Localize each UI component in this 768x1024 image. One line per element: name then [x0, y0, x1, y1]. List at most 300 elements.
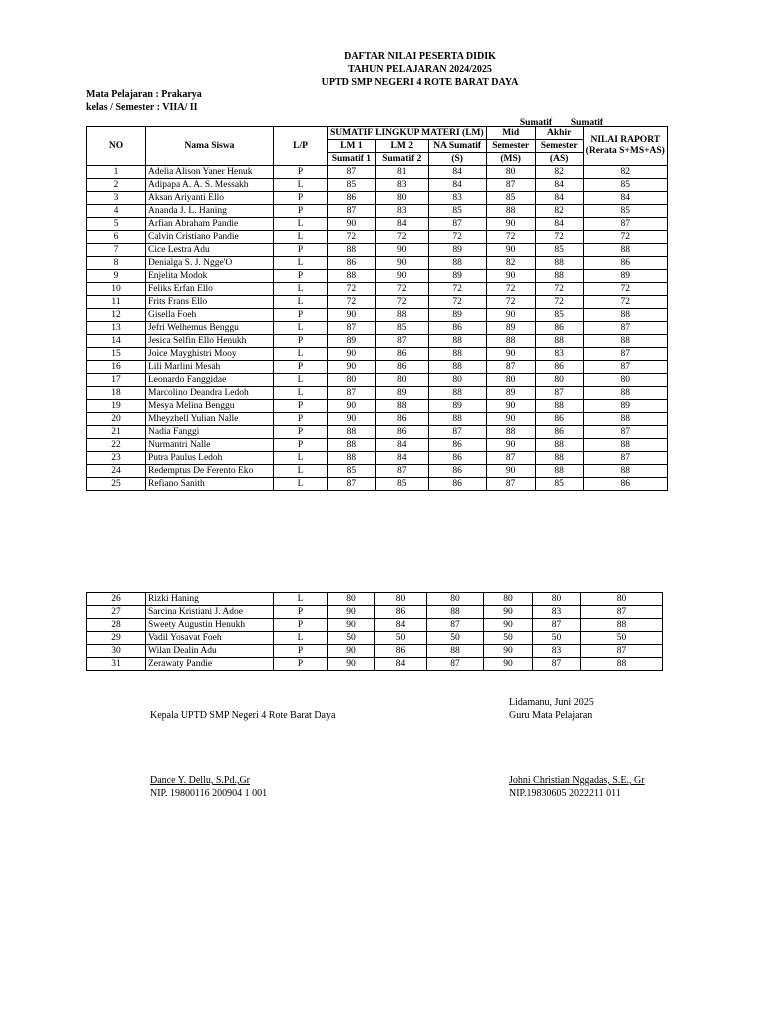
table-body-page2 — [87, 593, 663, 671]
cell-na: 84 — [428, 166, 486, 179]
cell-nr: 87 — [583, 218, 667, 231]
cell-lp: P — [274, 205, 328, 218]
table-row — [87, 192, 668, 205]
cell-no: 5 — [87, 218, 146, 231]
cell-lm1: 90 — [328, 658, 375, 671]
table-row — [87, 632, 663, 645]
cell-lm1: 72 — [328, 296, 376, 309]
cell-no: 31 — [87, 658, 146, 671]
table-row — [87, 619, 663, 632]
col-ms-mid: Mid — [486, 127, 535, 140]
cell-lm1: 90 — [328, 400, 376, 413]
cell-lm2: 85 — [375, 322, 428, 335]
doc-title-line1: DAFTAR NILAI PESERTA DIDIK — [344, 51, 496, 62]
cell-lp: L — [274, 593, 328, 606]
cell-no: 28 — [87, 619, 146, 632]
cell-lm1: 88 — [328, 426, 376, 439]
cell-lm1: 90 — [328, 413, 376, 426]
cell-lm1: 90 — [328, 361, 376, 374]
cell-lm2: 80 — [375, 192, 428, 205]
cell-na: 89 — [428, 270, 486, 283]
cell-ms: 89 — [486, 322, 535, 335]
cell-no: 20 — [87, 413, 146, 426]
cell-name: Sweety Augustin Henukh — [146, 619, 274, 632]
cell-lm2: 84 — [375, 439, 428, 452]
cell-lm1: 88 — [328, 244, 376, 257]
cell-ms: 87 — [486, 179, 535, 192]
cell-as: 84 — [535, 218, 583, 231]
cell-lp: L — [274, 465, 328, 478]
cell-nr: 85 — [583, 205, 667, 218]
cell-lm1: 85 — [328, 179, 376, 192]
cell-no: 1 — [87, 166, 146, 179]
cell-as: 72 — [535, 283, 583, 296]
cell-nr: 87 — [581, 645, 663, 658]
cell-lp: P — [274, 619, 328, 632]
cell-nr: 87 — [583, 452, 667, 465]
cell-name: Jefri Welhemus Benggu — [146, 322, 274, 335]
cell-nr: 84 — [583, 192, 667, 205]
table-row — [87, 465, 668, 478]
cell-ms: 90 — [486, 400, 535, 413]
cell-lp: L — [274, 478, 328, 491]
cell-lp: L — [274, 632, 328, 645]
cell-na: 88 — [428, 348, 486, 361]
cell-as: 86 — [535, 413, 583, 426]
cell-as: 86 — [535, 322, 583, 335]
table-row — [87, 270, 668, 283]
cell-lm2: 86 — [375, 361, 428, 374]
cell-na: 80 — [427, 593, 484, 606]
cell-nr: 86 — [583, 478, 667, 491]
cell-name: Denialga S. J. Ngge'O — [146, 257, 274, 270]
cell-no: 17 — [87, 374, 146, 387]
cell-nr: 72 — [583, 231, 667, 244]
cell-nr: 88 — [583, 413, 667, 426]
col-ms-sem: Semester — [486, 140, 535, 153]
cell-no: 15 — [87, 348, 146, 361]
teacher-nip: NIP.19830605 2022211 011 — [509, 788, 621, 799]
cell-lp: L — [274, 296, 328, 309]
cell-as: 84 — [535, 192, 583, 205]
cell-lp: L — [274, 322, 328, 335]
table-row — [87, 231, 668, 244]
col-lm1: LM 1 — [328, 140, 376, 153]
cell-lm1: 86 — [328, 192, 376, 205]
table-row — [87, 400, 668, 413]
table-row — [87, 257, 668, 270]
cell-ms: 90 — [484, 645, 533, 658]
cell-na: 86 — [428, 478, 486, 491]
cell-as: 88 — [535, 400, 583, 413]
cell-name: Rizki Haning — [146, 593, 274, 606]
cell-name: Adelia Alison Yaner Henuk — [146, 166, 274, 179]
table-row — [87, 374, 668, 387]
col-nr-line2: (Rerata S+MS+AS) — [585, 146, 665, 156]
cell-na: 87 — [427, 658, 484, 671]
cell-na: 80 — [428, 374, 486, 387]
cell-no: 26 — [87, 593, 146, 606]
cell-lm2: 83 — [375, 179, 428, 192]
cell-lp: L — [274, 218, 328, 231]
cell-lm2: 86 — [375, 645, 427, 658]
cell-no: 29 — [87, 632, 146, 645]
table-row — [87, 244, 668, 257]
cell-lp: P — [274, 244, 328, 257]
table-row — [87, 606, 663, 619]
cell-na: 85 — [428, 205, 486, 218]
cell-no: 12 — [87, 309, 146, 322]
cell-as: 88 — [535, 439, 583, 452]
cell-na: 88 — [427, 606, 484, 619]
cell-ms: 80 — [486, 374, 535, 387]
cell-name: Cice Lestra Adu — [146, 244, 274, 257]
cell-lm1: 87 — [328, 387, 376, 400]
cell-lp: P — [274, 658, 328, 671]
cell-ms: 87 — [486, 478, 535, 491]
table-row — [87, 335, 668, 348]
cell-as: 88 — [535, 452, 583, 465]
cell-lm1: 90 — [328, 619, 375, 632]
cell-as: 85 — [535, 244, 583, 257]
cell-no: 24 — [87, 465, 146, 478]
cell-na: 89 — [428, 244, 486, 257]
cell-nr: 88 — [583, 439, 667, 452]
table-row — [87, 322, 668, 335]
cell-nr: 89 — [583, 400, 667, 413]
table-row — [87, 439, 668, 452]
cell-name: Nurmantri Nalle — [146, 439, 274, 452]
cell-na: 86 — [428, 465, 486, 478]
cell-lp: P — [274, 270, 328, 283]
cell-nr: 88 — [583, 335, 667, 348]
cell-na: 87 — [428, 426, 486, 439]
cell-name: Lili Marlini Mesah — [146, 361, 274, 374]
cell-name: Redemptus De Ferento Eko — [146, 465, 274, 478]
cell-lm1: 90 — [328, 348, 376, 361]
cell-as: 86 — [535, 426, 583, 439]
cell-lm1: 80 — [328, 593, 375, 606]
grades-table — [86, 126, 668, 491]
cell-nr: 89 — [583, 270, 667, 283]
cell-na: 88 — [428, 387, 486, 400]
cell-lm1: 72 — [328, 283, 376, 296]
cell-ms: 90 — [486, 465, 535, 478]
table-row — [87, 413, 668, 426]
cell-no: 11 — [87, 296, 146, 309]
doc-title-line3: UPTD SMP NEGERI 4 ROTE BARAT DAYA — [321, 77, 519, 88]
cell-name: Adipapa A. A. S. Messakh — [146, 179, 274, 192]
cell-lm2: 87 — [375, 335, 428, 348]
cell-name: Frits Frans Ello — [146, 296, 274, 309]
cell-lm1: 88 — [328, 439, 376, 452]
cell-lp: P — [274, 309, 328, 322]
cell-lm1: 87 — [328, 322, 376, 335]
col-as-mid: Akhir — [535, 127, 583, 140]
cell-lm2: 80 — [375, 593, 427, 606]
cell-lm2: 84 — [375, 658, 427, 671]
cell-no: 30 — [87, 645, 146, 658]
cell-lm1: 87 — [328, 205, 376, 218]
cell-nr: 87 — [583, 361, 667, 374]
cell-lm1: 87 — [328, 478, 376, 491]
cell-lm1: 90 — [328, 606, 375, 619]
cell-ms: 50 — [484, 632, 533, 645]
cell-ms: 90 — [486, 413, 535, 426]
cell-as: 82 — [535, 205, 583, 218]
cell-lm2: 72 — [375, 283, 428, 296]
cell-na: 89 — [428, 309, 486, 322]
table-row — [87, 645, 663, 658]
cell-lm2: 81 — [375, 166, 428, 179]
cell-nr: 50 — [581, 632, 663, 645]
cell-as: 84 — [535, 179, 583, 192]
cell-ms: 82 — [486, 257, 535, 270]
cell-as: 87 — [533, 619, 581, 632]
cell-no: 21 — [87, 426, 146, 439]
col-s: (S) — [428, 153, 486, 166]
cell-as: 88 — [535, 335, 583, 348]
cell-name: Marcolino Deandra Ledoh — [146, 387, 274, 400]
cell-no: 3 — [87, 192, 146, 205]
cell-name: Joice Mayghistri Mooy — [146, 348, 274, 361]
cell-ms: 90 — [484, 606, 533, 619]
cell-ms: 89 — [486, 387, 535, 400]
cell-ms: 90 — [486, 270, 535, 283]
cell-lp: P — [274, 439, 328, 452]
cell-as: 83 — [535, 348, 583, 361]
cell-nr: 72 — [583, 283, 667, 296]
cell-ms: 90 — [486, 244, 535, 257]
table-row — [87, 593, 663, 606]
cell-lm1: 50 — [328, 632, 375, 645]
cell-lm1: 86 — [328, 257, 376, 270]
grades-table-continued — [86, 592, 663, 671]
cell-nr: 88 — [583, 309, 667, 322]
cell-name: Mesya Melina Benggu — [146, 400, 274, 413]
cell-lm2: 83 — [375, 205, 428, 218]
subject-label: Mata Pelajaran : Prakarya — [86, 89, 202, 100]
as-top-label: Sumatif — [570, 118, 604, 128]
head-role: Kepala UPTD SMP Negeri 4 Rote Barat Daya — [150, 710, 336, 721]
cell-lm2: 90 — [375, 270, 428, 283]
table-row — [87, 283, 668, 296]
cell-name: Jesica Selfin Ello Henukh — [146, 335, 274, 348]
cell-lp: P — [274, 645, 328, 658]
cell-lm2: 86 — [375, 348, 428, 361]
col-as-code: (AS) — [535, 153, 583, 166]
cell-ms: 87 — [486, 361, 535, 374]
col-name: Nama Siswa — [146, 127, 274, 166]
table-row — [87, 658, 663, 671]
cell-no: 18 — [87, 387, 146, 400]
cell-lm2: 84 — [375, 218, 428, 231]
cell-ms: 88 — [486, 335, 535, 348]
cell-as: 80 — [535, 374, 583, 387]
cell-lp: L — [274, 348, 328, 361]
cell-na: 88 — [428, 335, 486, 348]
cell-nr: 86 — [583, 257, 667, 270]
col-ms-code: (MS) — [486, 153, 535, 166]
cell-as: 80 — [533, 593, 581, 606]
teacher-name: Johni Christian Nggadas, S.E., Gr — [509, 775, 645, 786]
cell-na: 87 — [427, 619, 484, 632]
cell-nr: 72 — [583, 296, 667, 309]
cell-lp: L — [274, 283, 328, 296]
cell-lm2: 86 — [375, 426, 428, 439]
table-row — [87, 166, 668, 179]
cell-na: 89 — [428, 400, 486, 413]
cell-ms: 80 — [486, 166, 535, 179]
cell-ms: 90 — [486, 218, 535, 231]
cell-lm1: 89 — [328, 335, 376, 348]
doc-title-line2: TAHUN PELAJARAN 2024/2025 — [348, 64, 492, 75]
cell-lm2: 86 — [375, 413, 428, 426]
cell-lm1: 80 — [328, 374, 376, 387]
cell-lm2: 72 — [375, 231, 428, 244]
cell-as: 85 — [535, 309, 583, 322]
table-row — [87, 309, 668, 322]
cell-name: Aksan Ariyanti Ello — [146, 192, 274, 205]
cell-no: 13 — [87, 322, 146, 335]
cell-na: 86 — [428, 452, 486, 465]
cell-ms: 88 — [486, 205, 535, 218]
cell-nr: 82 — [583, 166, 667, 179]
cell-lm2: 90 — [375, 244, 428, 257]
cell-name: Arfian Abraham Pandie — [146, 218, 274, 231]
cell-na: 72 — [428, 296, 486, 309]
cell-no: 4 — [87, 205, 146, 218]
cell-na: 83 — [428, 192, 486, 205]
cell-lp: L — [274, 452, 328, 465]
cell-lm1: 90 — [328, 218, 376, 231]
cell-lp: P — [274, 413, 328, 426]
cell-ms: 90 — [484, 658, 533, 671]
col-lp: L/P — [274, 127, 328, 166]
cell-as: 88 — [535, 270, 583, 283]
cell-lp: P — [274, 400, 328, 413]
col-na: NA Sumatif — [428, 140, 486, 153]
cell-lm2: 85 — [375, 478, 428, 491]
cell-no: 23 — [87, 452, 146, 465]
cell-as: 72 — [535, 231, 583, 244]
cell-nr: 87 — [583, 426, 667, 439]
cell-lm2: 84 — [375, 619, 427, 632]
cell-name: Wilan Dealin Adu — [146, 645, 274, 658]
cell-lp: P — [274, 426, 328, 439]
cell-no: 2 — [87, 179, 146, 192]
class-label: kelas / Semester : VIIA/ II — [86, 102, 198, 113]
cell-lm2: 72 — [375, 296, 428, 309]
cell-no: 22 — [87, 439, 146, 452]
cell-nr: 87 — [581, 606, 663, 619]
table-row — [87, 179, 668, 192]
cell-name: Nadia Fanggi — [146, 426, 274, 439]
cell-as: 88 — [535, 465, 583, 478]
cell-ms: 90 — [486, 348, 535, 361]
col-no: NO — [87, 127, 146, 166]
cell-name: Zerawaty Pandie — [146, 658, 274, 671]
cell-nr: 80 — [583, 374, 667, 387]
cell-name: Enjelita Modok — [146, 270, 274, 283]
cell-lm1: 88 — [328, 452, 376, 465]
cell-na: 88 — [428, 257, 486, 270]
cell-as: 82 — [535, 166, 583, 179]
cell-no: 14 — [87, 335, 146, 348]
cell-nr: 88 — [581, 658, 663, 671]
cell-lm2: 90 — [375, 257, 428, 270]
cell-no: 9 — [87, 270, 146, 283]
cell-lp: P — [274, 361, 328, 374]
cell-lp: L — [274, 231, 328, 244]
cell-as: 86 — [535, 361, 583, 374]
cell-as: 87 — [535, 387, 583, 400]
cell-na: 87 — [428, 218, 486, 231]
cell-name: Refiano Sanith — [146, 478, 274, 491]
cell-nr: 88 — [583, 465, 667, 478]
table-row — [87, 205, 668, 218]
cell-lm2: 89 — [375, 387, 428, 400]
cell-ms: 90 — [486, 439, 535, 452]
cell-name: Gisella Foeh — [146, 309, 274, 322]
cell-as: 72 — [535, 296, 583, 309]
cell-na: 72 — [428, 283, 486, 296]
cell-na: 86 — [428, 322, 486, 335]
cell-no: 8 — [87, 257, 146, 270]
cell-lm1: 87 — [328, 166, 376, 179]
table-row — [87, 478, 668, 491]
cell-na: 50 — [427, 632, 484, 645]
cell-lm2: 88 — [375, 400, 428, 413]
cell-lm1: 72 — [328, 231, 376, 244]
cell-na: 86 — [428, 439, 486, 452]
cell-name: Vadil Yosavat Foeh — [146, 632, 274, 645]
cell-nr: 88 — [581, 619, 663, 632]
cell-name: Sarcina Kristiani J. Adoe — [146, 606, 274, 619]
cell-lp: P — [274, 166, 328, 179]
cell-na: 84 — [428, 179, 486, 192]
table-row — [87, 348, 668, 361]
cell-nr: 88 — [583, 387, 667, 400]
cell-ms: 90 — [484, 619, 533, 632]
ms-top-label: Sumatif — [519, 118, 553, 128]
cell-name: Mheyzhell Yulian Nalle — [146, 413, 274, 426]
teacher-role: Guru Mata Pelajaran — [509, 710, 593, 721]
table-row — [87, 218, 668, 231]
cell-ms: 87 — [486, 452, 535, 465]
cell-lm2: 84 — [375, 452, 428, 465]
cell-no: 10 — [87, 283, 146, 296]
head-name: Dance Y. Dellu, S.Pd.,Gr — [150, 775, 250, 786]
col-s1: Sumatif 1 — [328, 153, 376, 166]
cell-no: 27 — [87, 606, 146, 619]
cell-ms: 72 — [486, 296, 535, 309]
cell-na: 72 — [428, 231, 486, 244]
cell-lm1: 90 — [328, 309, 376, 322]
cell-ms: 72 — [486, 231, 535, 244]
cell-no: 7 — [87, 244, 146, 257]
cell-na: 88 — [427, 645, 484, 658]
cell-no: 25 — [87, 478, 146, 491]
cell-no: 6 — [87, 231, 146, 244]
cell-nr: 87 — [583, 322, 667, 335]
cell-nr: 80 — [581, 593, 663, 606]
cell-lp: L — [274, 387, 328, 400]
place-date: Lidamanu, Juni 2025 — [509, 697, 594, 708]
cell-lp: P — [274, 192, 328, 205]
cell-nr: 87 — [583, 348, 667, 361]
cell-ms: 85 — [486, 192, 535, 205]
